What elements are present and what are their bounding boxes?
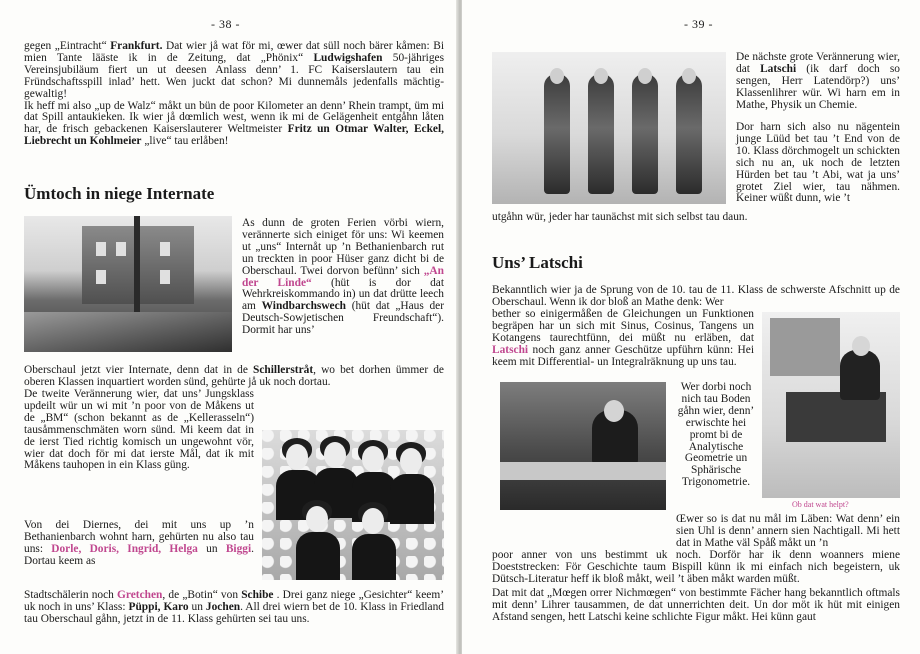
photo-caption: Ob dat wat helpt? — [792, 500, 849, 509]
text-block-nineteen: Dor harn sich also nu nägentein junge Lüüd bet tau ’t End von de 10. Klass dörchmogelt un schickten sich nu an, uk noch de letzten Hürden bet tau ’t Abi, wat ja uns’ grotet Ziel wier, tau nähmen. Keiner wüßt dunn, wie ’t — [736, 121, 900, 205]
left-page — [0, 0, 458, 654]
text-block-latschi-intro: De nächste grote Verännerung wier, dat Latschi (ik darf doch so sengen, Herr Latendörp?) uns’ Klassenlihrer wür. Wi harn em in Mathe, Physik un Chemie. — [736, 51, 901, 111]
text-block-moving: As dunn de groten Ferien vörbi wiern, verännerte sich einiget för uns: Wi keemen ut „uns“ Internåt up ’n Bethanienbarch rut un treckten in poor Hüser ganz dicht bi de Oberschaul. Twei dorvon befünn’ sich „An der Linde“ (hüt is dor dat Wehrkreiskommando in) un dat drütte leech am Windbarchswech (hüt dat „Haus der Deutsch-Sowjetischen Freundschaft“). Dormit har uns’ — [242, 217, 445, 337]
section-heading-internate: Ümtoch in niege Internate — [24, 184, 215, 203]
text-block-math: bether so einigermåßen de Gleichungen un Funktionen begräpen har un sich mit Sinus, Cosinus, Tangens un Kotangens taurechtfünn, dei müßt nu erläben, dat Latschi noch ganz anner Geschütze upführn künn: Hei keem mit Differential- un Integralräknung up uns tau. — [492, 308, 754, 368]
text-block-history: poor anner von uns bestimmt uk noch. Dorför har ik denn woanners miene Doeststrecken: För Geschichte taum Bispill künn ik mi einfach nich begeistern, uk Dütsch-Literatur heff ik bloß måkt, weil ’t äben måkt warden müßt. — [492, 549, 900, 585]
text-block-geometry: Wer dorbi noch nich tau Boden gåhn wier, denn’ erwischte hei promt bi de Analytische Geometrie un Sphärische Trigonometrie. — [677, 381, 755, 489]
photo-group-girls — [262, 430, 444, 580]
section-heading-latschi: Uns’ Latschi — [492, 253, 583, 272]
photo-street-houses — [24, 216, 232, 352]
text-block-nightingale: Œwer so is dat nu mål im Läben: Wat denn’ ein sien Uhl is denn’ annern sien Nachtigall. Mi hett dat in Mathe väl Spåß måkt un ’n — [676, 513, 900, 549]
photo-student-studying — [500, 382, 666, 510]
text-block-new-faces: Stadtschälerin noch Gretchen, de „Botin“ von Schibe . Drei ganz niege „Gesichter“ keem’ uk noch in uns’ Klass: Püppi, Karo un Jochen. All drei wiern bet de 10. Klass in Friedland tau Oberschaul gåhn, jetzt in de 11. Klass gehürten sei tau uns. — [24, 589, 444, 625]
text-block-schillerstrasse: Oberschaul jetzt vier Internate, denn dat in de Schillerstråt, wo bet dorhen ümmer de oberen Klassen inquartiert worden sünd, gehürte jå uk noch dortau. — [24, 364, 444, 388]
photo-four-girls — [492, 52, 726, 204]
intro-paragraph: Ik heff mi also „up de Walz“ måkt un bün de poor Kilometer an denn’ Rhein trampt, üm mi dat Spill antaukieken. Ik wier jå dœmlich west, wenn ik mi de Gelägenheit entgåhn låten har, de frisch gebackenen Kaiserslauterer Weltmeister Fritz un Otmar Walter, Eckel, Liebrecht un Kohlmeier „live“ tau erlåben! — [24, 99, 444, 148]
right-page — [462, 0, 920, 654]
photo-teacher-desk — [762, 312, 900, 498]
page-number-left: - 38 - — [211, 17, 240, 31]
intro-paragraph: gegen „Eintracht“ Frankfurt. Dat wier jå wat för mi, œwer dat süll noch bärer kåmen: Bi mien Tante lääste ik in de Zeitung, dat „Phönix“ Ludwigshafen 50-jähriges Vereinsjubiläum fiert un ut deesen Anlass denn’ 1. FC Kaiserslautern tau ein Fründschaftsspill inlad’ hett. Wen juckt dat schon? Mi dunnemåls jedenfalls mächtig-gewaltig! — [24, 40, 444, 100]
text-block-class-change: De tweite Verännerung wier, dat uns’ Jungsklass updeilt wür un wi mit ’n poor von de Måkens ut de „BM“ (schon bekannt as de „Kellerasseln“) tausåmmenschmäten worn sünd. Mi keem dat in de ierst Tied richtig komisch un ungewohnt vör, wier dat doch för mi dat ierste Mål, dat ik mit Måkens tauhopen in ein Klass güng. — [24, 388, 254, 472]
text-block-teacher-figure: Dat mit dat „Mœgen orrer Nichmœgen“ von bestimmte Fächer hang bekanntlich oftmals mit denn’ Lihrer tausammen, de dat unnerrichten deit. Un dor möt ik hüt mit einigen Afstand sengen, hett Latschi keine schlichte Figur måkt. Hei künn gaut — [492, 587, 900, 623]
page-number-right: - 39 - — [684, 17, 713, 31]
text-block-outcome: utgåhn wür, jeder har taunächst mit sich selbst tau daun. — [492, 211, 748, 223]
text-block-girls-names: Von dei Diernes, dei mit uns up ’n Bethanienbarch wohnt harn, gehürten nu also tau uns: Dorle, Doris, Ingrid, Helga un Biggi. Dortau keem as — [24, 519, 254, 567]
text-block-hardest-step: Bekanntlich wier ja de Sprung von de 10. tau de 11. Klass de schwerste Afschnitt up de Oberschaul. Wenn ik dor bloß an Mathe denk: Wer — [492, 284, 900, 308]
intro-text — [24, 41, 444, 148]
